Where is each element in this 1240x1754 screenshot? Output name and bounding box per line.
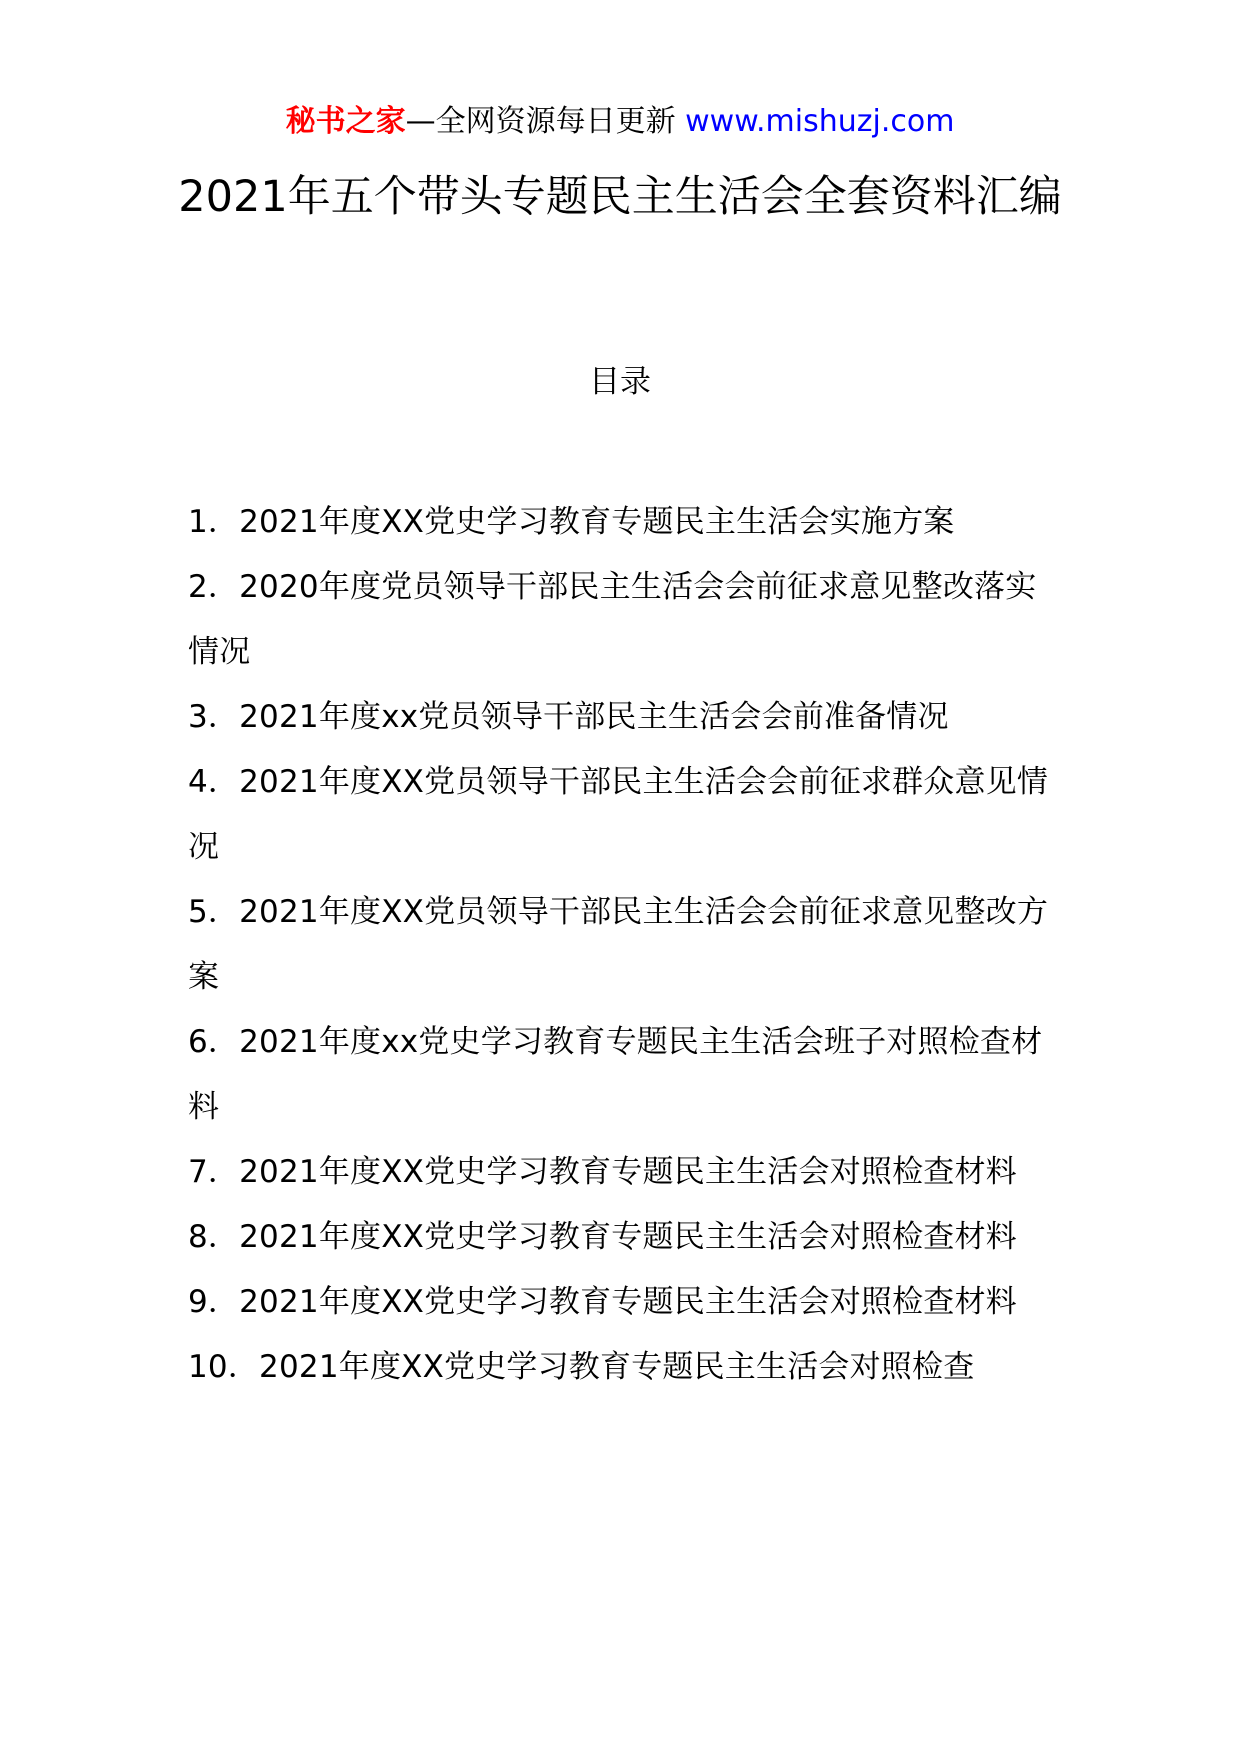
site-header (0, 100, 1240, 144)
toc-item[interactable]: 6．2021年度xx党史学习教育专题民主生活会班子对照检查材料 (188, 1024, 1043, 1125)
toc-item[interactable]: 4．2021年度XX党员领导干部民主生活会会前征求群众意见情况 (188, 764, 1049, 865)
toc-item[interactable]: 2．2020年度党员领导干部民主生活会会前征求意见整改落实情况 (188, 569, 1037, 670)
document-title: 2021年五个带头专题民主生活会全套资料汇编 (178, 172, 1062, 222)
toc-item[interactable]: 7．2021年度XX党史学习教育专题民主生活会对照检查材料 (188, 1154, 1017, 1190)
toc-item[interactable]: 9．2021年度XX党史学习教育专题民主生活会对照检查材料 (188, 1284, 1017, 1320)
toc-item[interactable]: 8．2021年度XX党史学习教育专题民主生活会对照检查材料 (188, 1219, 1017, 1255)
toc-list (188, 490, 1060, 1400)
toc-item[interactable]: 5．2021年度XX党员领导干部民主生活会会前征求意见整改方案 (188, 894, 1049, 995)
toc-item[interactable]: 1．2021年度XX党史学习教育专题民主生活会实施方案 (188, 504, 955, 540)
toc-item[interactable]: 3．2021年度xx党员领导干部民主生活会会前准备情况 (188, 699, 949, 735)
header-slogan: —全网资源每日更新 (405, 104, 686, 139)
toc-item[interactable]: 10．2021年度XX党史学习教育专题民主生活会对照检查 (188, 1349, 975, 1385)
site-link[interactable]: www.mishuzj.com (685, 104, 955, 139)
brand-name: 秘书之家 (285, 104, 406, 139)
toc-heading: 目录 (589, 364, 651, 400)
